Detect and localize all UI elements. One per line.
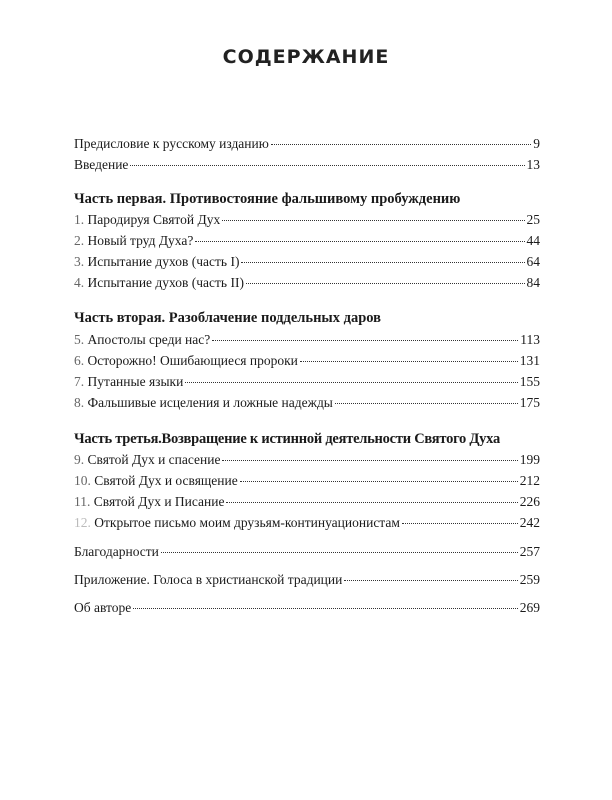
toc-entry-chapter-6[interactable]	[74, 352, 540, 370]
toc-page-number: 84	[526, 275, 540, 290]
toc-entry-label	[74, 493, 224, 511]
leader-dots	[130, 165, 524, 166]
toc-entry-chapter-3[interactable]	[74, 253, 540, 271]
toc-entry-chapter-4[interactable]	[74, 274, 540, 292]
chapter-number: 12.	[74, 515, 91, 530]
chapter-number: 7.	[74, 374, 85, 389]
part-heading-2[interactable]: Часть вторая. Разоблачение поддельных даров	[74, 310, 381, 326]
chapter-number: 11.	[74, 494, 91, 509]
chapter-number: 4.	[74, 275, 85, 290]
chapter-title: Открытое письмо моим друзьям-континуационистам	[94, 515, 400, 530]
toc-page-number: 131	[519, 353, 540, 368]
leader-dots	[402, 523, 518, 524]
part-heading-1[interactable]: Часть первая. Противостояние фальшивому пробуждению	[74, 191, 461, 207]
toc-entry-introduction[interactable]	[74, 156, 540, 174]
toc-entry-label	[74, 394, 333, 412]
chapter-title: Апостолы среди нас?	[87, 332, 211, 347]
toc-entry-chapter-5[interactable]	[74, 331, 540, 349]
leader-dots	[344, 580, 517, 581]
part-heading-3[interactable]: Часть третья.Возвращение к истинной деятельности Святого Духа	[74, 431, 500, 447]
leader-dots	[300, 361, 518, 362]
chapter-title: Путанные языки	[87, 374, 184, 389]
toc-page-number: 269	[519, 600, 540, 615]
chapter-title: Испытание духов (часть I)	[87, 254, 240, 269]
toc-entry-label: Благодарности	[74, 544, 159, 559]
toc-entry-label	[74, 352, 298, 370]
chapter-number: 10.	[74, 473, 91, 488]
toc-entry-chapter-1[interactable]	[74, 211, 540, 229]
chapter-number: 9.	[74, 452, 85, 467]
toc-page-number: 199	[519, 452, 540, 467]
toc-entry-chapter-7[interactable]	[74, 373, 540, 391]
toc-entry-label	[74, 514, 400, 532]
chapter-number: 5.	[74, 332, 85, 347]
toc-entry-chapter-10[interactable]	[74, 472, 540, 490]
toc-page-number: 259	[519, 572, 540, 587]
toc-page-number: 113	[520, 332, 540, 347]
toc-entry-chapter-8[interactable]	[74, 394, 540, 412]
leader-dots	[271, 144, 531, 145]
toc-entry-label	[74, 274, 244, 292]
toc-entry-chapter-9[interactable]	[74, 451, 540, 469]
toc-entry-label: Об авторе	[74, 600, 132, 615]
leader-dots	[241, 262, 524, 263]
toc-entry-acknowledgements[interactable]	[74, 543, 540, 561]
toc-entry-label	[74, 253, 239, 271]
chapter-number: 2.	[74, 233, 85, 248]
chapter-title: Испытание духов (часть II)	[87, 275, 244, 290]
chapter-title: Осторожно! Ошибающиеся пророки	[87, 353, 298, 368]
toc-entry-label	[74, 472, 238, 490]
toc-page-number: 13	[526, 157, 540, 172]
toc-page-number: 212	[519, 473, 540, 488]
chapter-title: Святой Дух и освящение	[94, 473, 238, 488]
toc-entry-label	[74, 211, 220, 229]
toc-entry-label: Предисловие к русскому изданию	[74, 136, 269, 151]
chapter-title: Пародируя Святой Дух	[87, 212, 221, 227]
leader-dots	[133, 608, 518, 609]
chapter-title: Фальшивые исцеления и ложные надежды	[87, 395, 333, 410]
leader-dots	[185, 382, 517, 383]
toc-page-number: 44	[526, 233, 540, 248]
toc-entry-chapter-11[interactable]	[74, 493, 540, 511]
toc-entry-preface[interactable]	[74, 135, 540, 153]
leader-dots	[212, 340, 518, 341]
toc-page-number: 25	[526, 212, 540, 227]
leader-dots	[161, 552, 518, 553]
leader-dots	[226, 502, 517, 503]
toc-entry-chapter-12[interactable]	[74, 514, 540, 532]
toc-entry-label: Приложение. Голоса в христианской традиции	[74, 572, 343, 587]
toc-entry-label	[74, 331, 210, 349]
leader-dots	[195, 241, 524, 242]
leader-dots	[222, 220, 524, 221]
toc-page-number: 226	[519, 494, 540, 509]
leader-dots	[246, 283, 525, 284]
toc-entry-label	[74, 451, 220, 469]
chapter-number: 3.	[74, 254, 85, 269]
toc-entry-label	[74, 373, 183, 391]
toc-page-number: 64	[526, 254, 540, 269]
toc-page-number: 175	[519, 395, 540, 410]
toc-page-number: 242	[519, 515, 540, 530]
toc-page-number: 9	[533, 136, 540, 151]
leader-dots	[222, 460, 517, 461]
chapter-title: Новый труд Духа?	[87, 233, 194, 248]
toc-page-number: 155	[519, 374, 540, 389]
toc-entry-appendix[interactable]	[74, 571, 540, 589]
toc-entry-about-author[interactable]	[74, 599, 540, 617]
chapter-title: Святой Дух и спасение	[87, 452, 221, 467]
page-title: СОДЕРЖАНИЕ	[222, 46, 390, 68]
toc-entry-chapter-2[interactable]	[74, 232, 540, 250]
chapter-title: Святой Дух и Писание	[93, 494, 225, 509]
chapter-number: 8.	[74, 395, 85, 410]
chapter-number: 1.	[74, 212, 85, 227]
leader-dots	[240, 481, 518, 482]
toc-entry-label	[74, 232, 193, 250]
chapter-number: 6.	[74, 353, 85, 368]
toc-entry-label: Введение	[74, 157, 129, 172]
toc-page-number: 257	[519, 544, 540, 559]
leader-dots	[335, 403, 518, 404]
